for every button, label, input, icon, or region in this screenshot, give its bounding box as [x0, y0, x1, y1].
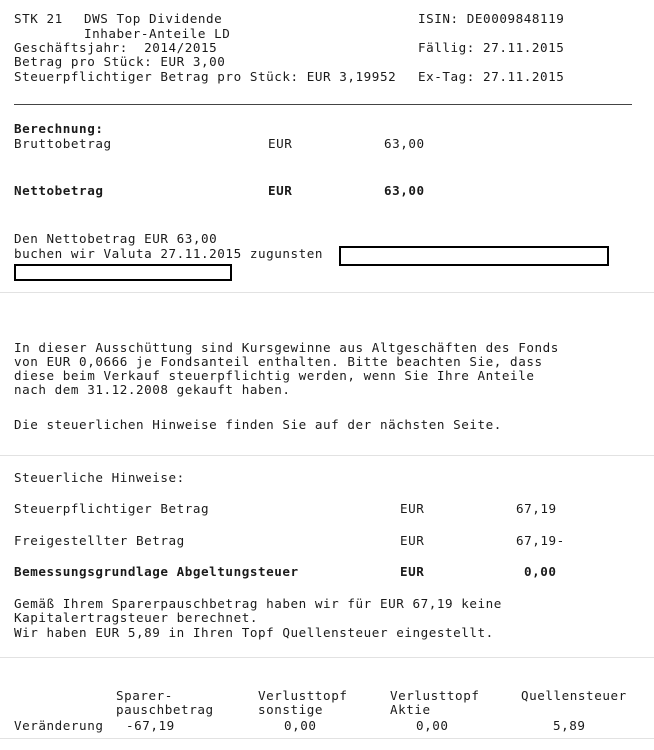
ex-date: Ex-Tag: 27.11.2015 [418, 69, 565, 84]
amount-per-unit: Betrag pro Stück: EUR 3,00 [14, 54, 226, 69]
taxable-per-unit: Steuerpflichtiger Betrag pro Stück: EUR 3,19952 [14, 69, 397, 84]
divider [0, 292, 654, 293]
fund-share-class: Inhaber-Anteile LD [84, 26, 231, 41]
summary-row-label: Veränderung [14, 718, 104, 733]
summary-value: -67,19 [126, 718, 175, 733]
summary-header: sonstige [258, 702, 324, 717]
fund-name: DWS Top Dividende [84, 11, 223, 26]
divider [0, 455, 654, 456]
summary-value: 0,00 [284, 718, 317, 733]
summary-header: pauschbetrag [116, 702, 214, 717]
summary-header: Sparer- [116, 688, 173, 703]
tax-text-line: Gemäß Ihrem Sparerpauschbetrag haben wir für EUR 67,19 keine [14, 596, 502, 611]
tax-row-currency: EUR [400, 564, 425, 579]
calculation-title: Berechnung: [14, 121, 104, 136]
notice-line: nach dem 31.12.2008 gekauft haben. [14, 382, 291, 397]
gross-currency: EUR [268, 136, 293, 151]
tax-row-currency: EUR [400, 501, 425, 516]
booking-line-1: Den Nettobetrag EUR 63,00 [14, 231, 218, 246]
summary-header: Aktie [390, 702, 431, 717]
stk-quantity: STK 21 [14, 11, 63, 26]
summary-value: 0,00 [416, 718, 449, 733]
notice-line: von EUR 0,0666 je Fondsanteil enthalten. Bitte beachten Sie, dass [14, 354, 543, 369]
summary-header: Verlusttopf [390, 688, 480, 703]
tax-row-value: 67,19- [516, 533, 565, 548]
net-currency: EUR [268, 183, 293, 198]
fiscal-year: Geschäftsjahr: 2014/2015 [14, 40, 218, 55]
net-label: Nettobetrag [14, 183, 104, 198]
net-value: 63,00 [384, 183, 425, 198]
tax-row-value: 0,00 [524, 564, 557, 579]
tax-text-line: Wir haben EUR 5,89 in Ihren Topf Quellensteuer eingestellt. [14, 625, 494, 640]
divider [14, 104, 632, 105]
redacted-account-box [339, 246, 609, 266]
tax-row-label: Steuerpflichtiger Betrag [14, 501, 210, 516]
booking-line-2: buchen wir Valuta 27.11.2015 zugunsten [14, 246, 324, 261]
notice-line: diese beim Verkauf steuerpflichtig werden, wenn Sie Ihre Anteile [14, 368, 535, 383]
tax-row-value: 67,19 [516, 501, 557, 516]
tax-title: Steuerliche Hinweise: [14, 470, 185, 485]
due-date: Fällig: 27.11.2015 [418, 40, 565, 55]
gross-label: Bruttobetrag [14, 136, 112, 151]
tax-text-line: Kapitalertragsteuer berechnet. [14, 610, 258, 625]
divider [0, 738, 654, 739]
summary-header: Quellensteuer [521, 688, 627, 703]
next-page-note: Die steuerlichen Hinweise finden Sie auf der nächsten Seite. [14, 417, 502, 432]
isin: ISIN: DE0009848119 [418, 11, 565, 26]
tax-row-label: Bemessungsgrundlage Abgeltungsteuer [14, 564, 299, 579]
divider [0, 657, 654, 658]
notice-line: In dieser Ausschüttung sind Kursgewinne aus Altgeschäften des Fonds [14, 340, 559, 355]
gross-value: 63,00 [384, 136, 425, 151]
tax-row-currency: EUR [400, 533, 425, 548]
summary-value: 5,89 [553, 718, 586, 733]
tax-row-label: Freigestellter Betrag [14, 533, 185, 548]
redacted-name-box [14, 264, 232, 281]
summary-header: Verlusttopf [258, 688, 348, 703]
